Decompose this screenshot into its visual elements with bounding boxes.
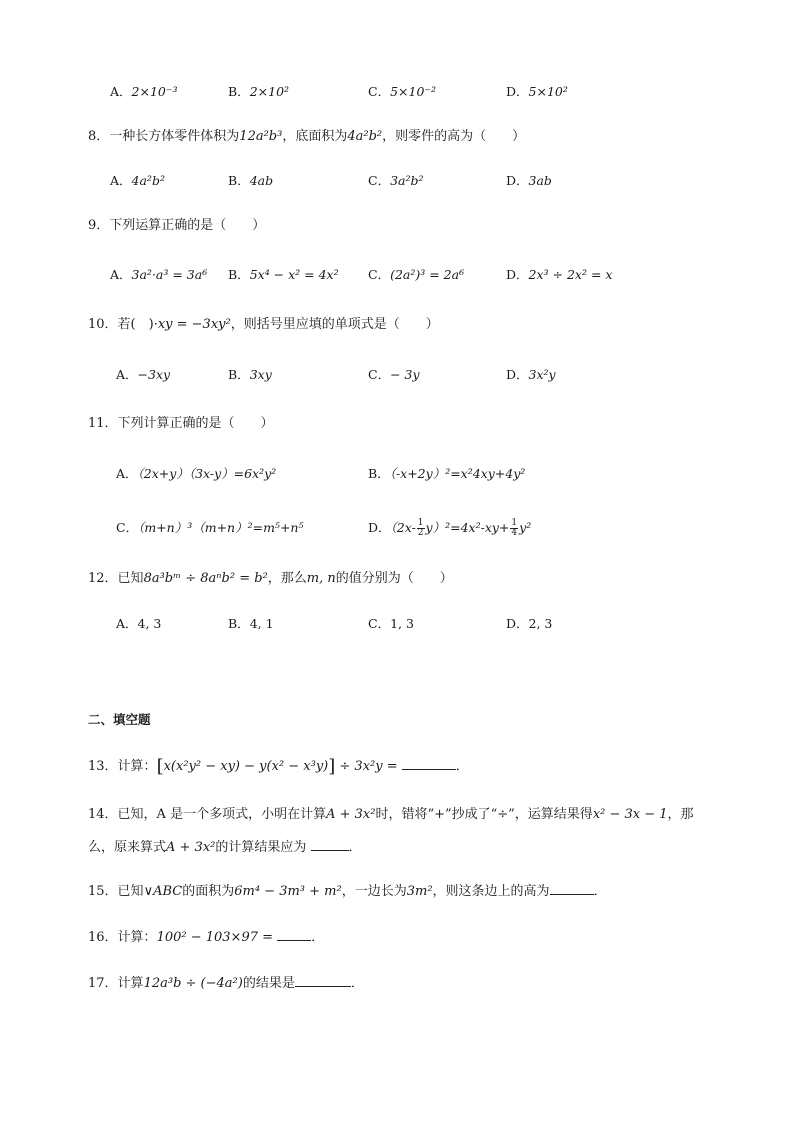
q8-option-a[interactable]: A．4a²b²	[110, 173, 165, 188]
q15-stem: 15．已知∨ABC的面积为6m⁴ − 3m³ + m²，一边长为3m²，则这条边上的高为 ．	[88, 884, 607, 899]
q16-answer-blank[interactable]	[277, 928, 311, 941]
q11-options-row2	[0, 519, 794, 539]
q14-stem-line2: 么，原来算式A + 3x²的计算结果应为 ．	[88, 840, 362, 855]
q10-option-a[interactable]: A．−3xy	[116, 367, 171, 382]
q9-stem: 9．下列运算正确的是（ ）	[88, 218, 266, 233]
q9-options	[0, 266, 794, 286]
q14-stem-line1: 14．已知，A 是一个多项式，小明在计算A + 3x²时，错将“+”抄成了“÷”，运算结果得x² − 3x − 1，那	[88, 807, 694, 822]
q10-stem: 10．若( )·xy = −3xy²，则括号里应填的单项式是（ ）	[88, 317, 439, 332]
q11-option-b[interactable]: B．（-x+2y）²=x²4xy+4y²	[368, 466, 526, 481]
q12-options	[0, 615, 794, 635]
q7-option-a[interactable]: A．2×10⁻³	[110, 84, 178, 99]
q7-options	[0, 83, 794, 103]
q13-answer-blank[interactable]	[402, 757, 456, 770]
section-title-fill-in: 二、填空题	[88, 712, 151, 727]
q11-option-a[interactable]: A．（2x+y）（3x-y）=6x²y²	[116, 466, 277, 481]
q7-option-b[interactable]: B．2×10²	[228, 84, 290, 99]
q9-option-b[interactable]: B．5x⁴ − x² = 4x²	[228, 267, 339, 282]
q10-option-b[interactable]: B．3xy	[228, 367, 272, 382]
q8-stem: 8．一种长方体零件体积为12a²b³，底面积为4a²b²，则零件的高为（ ）	[88, 129, 526, 144]
fraction-one-quarter: $\frac{1}{4}$	[511, 518, 518, 538]
q12-option-a[interactable]: A．4, 3	[116, 616, 162, 631]
q8-option-b[interactable]: B．4ab	[228, 173, 274, 188]
q10-option-c[interactable]: C．− 3y	[368, 367, 420, 382]
q7-option-d[interactable]: D．5×10²	[506, 84, 568, 99]
q14-answer-blank[interactable]	[311, 838, 349, 851]
fraction-one-half: $\frac{1}{2}$	[417, 518, 424, 538]
q15-answer-blank[interactable]	[550, 882, 594, 895]
q10-options	[0, 366, 794, 386]
q11-options-row1	[0, 465, 794, 485]
q7-option-c[interactable]: C．5×10⁻²	[368, 84, 437, 99]
q9-option-a[interactable]: A．3a²·a³ = 3a⁶	[110, 267, 208, 282]
q12-option-d[interactable]: D．2, 3	[506, 616, 553, 631]
q17-stem: 17．计算12a³b ÷ (−4a²)的结果是 ．	[88, 976, 364, 991]
q11-stem: 11．下列计算正确的是（ ）	[88, 416, 274, 431]
q12-option-b[interactable]: B．4, 1	[228, 616, 274, 631]
q16-stem: 16．计算：100² − 103×97 = ．	[88, 930, 325, 945]
q13-stem: 13．计算：[x(x²y² − xy) − y(x² − x³y)] ÷ 3x²y = ．	[88, 756, 469, 777]
q12-stem: 12．已知8a³bᵐ ÷ 8aⁿb² = b²，那么m, n的值分别为（ ）	[88, 571, 453, 586]
q10-option-d[interactable]: D．3x²y	[506, 367, 556, 382]
q11-option-d[interactable]: D．（2x- $\frac{1}{2}$ y）²=4x²-xy+ $\frac{1}{4}$ y²	[368, 518, 532, 538]
q11-option-c[interactable]: C．（m+n）³（m+n）²=m⁵+n⁵	[116, 520, 304, 535]
q9-option-c[interactable]: C．(2a²)³ = 2a⁶	[368, 267, 465, 282]
q8-options	[0, 172, 794, 192]
q8-option-c[interactable]: C．3a²b²	[368, 173, 424, 188]
q9-option-d[interactable]: D．2x³ ÷ 2x² = x	[506, 267, 613, 282]
q12-option-c[interactable]: C．1, 3	[368, 616, 414, 631]
q17-answer-blank[interactable]	[295, 974, 351, 987]
q8-option-d[interactable]: D．3ab	[506, 173, 552, 188]
